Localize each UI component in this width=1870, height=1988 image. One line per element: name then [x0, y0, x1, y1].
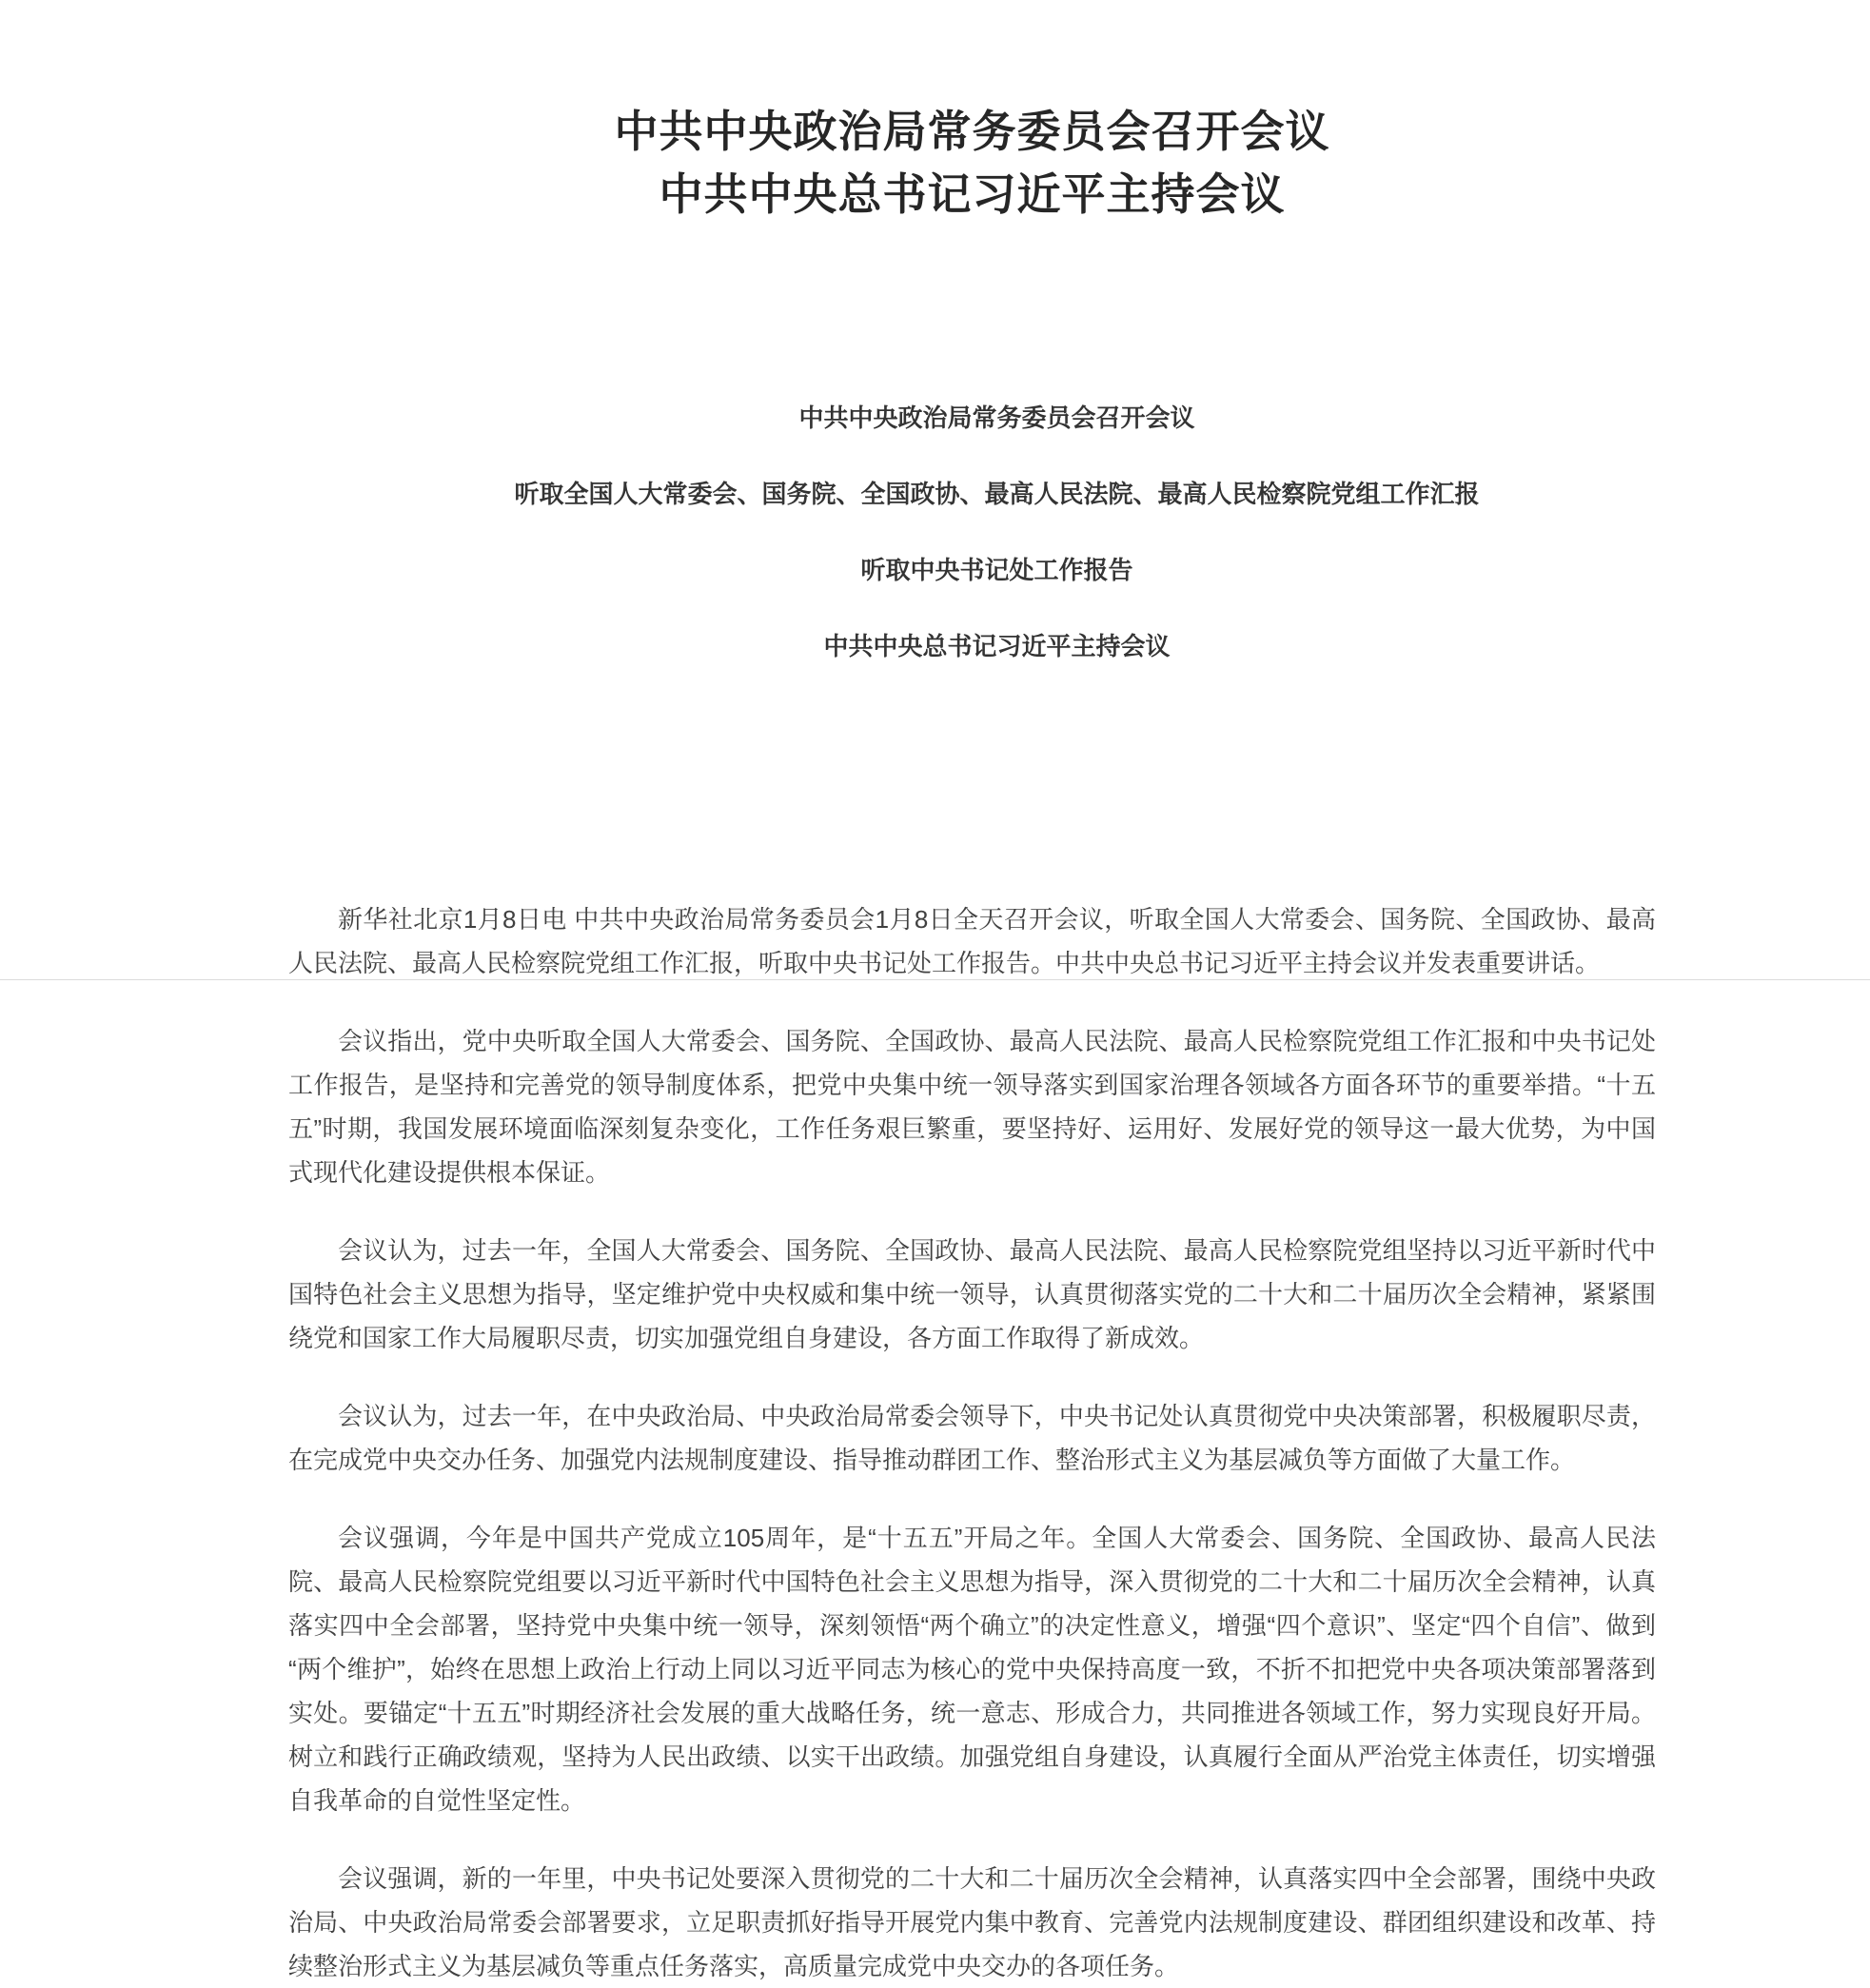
title-subhead-gap	[288, 255, 1656, 396]
subheading-3: 听取中央书记处工作报告	[860, 555, 1133, 584]
paragraph-1: 新华社北京1月8日电 中共中央政治局常务委员会1月8日全天召开会议，听取全国人大常委会、国务院、全国政协、最高人民法院、最高人民检察院党组工作汇报，听取中央书记处工作报告。中共中央总书记习近平主持会议并发表重要讲话。	[288, 904, 1656, 977]
paragraph-6: 会议强调，新的一年里，中央书记处要深入贯彻党的二十大和二十届历次全会精神，认真落实四中全会部署，围绕中央政治局、中央政治局常委会部署要求，立足职责抓好指导开展党内集中教育、完善党内法规制度建设、群团组织建设和改革、持续整治形式主义为基层减负等重点任务落实，高质量完成党中央交办的各项任务。	[288, 1863, 1656, 1980]
subheading-1: 中共中央政治局常务委员会召开会议	[798, 403, 1195, 432]
paragraph-2: 会议指出，党中央听取全国人大常委会、国务院、全国政协、最高人民法院、最高人民检察院党组工作汇报和中央书记处工作报告，是坚持和完善党的领导制度体系，把党中央集中统一领导落实到国家治理各领域各方面各环节的重要举措。“十五五”时期，我国发展环境面临深刻复杂变化，工作任务艰巨繁重，要坚持好、运用好、发展好党的领导这一最大优势，为中国式现代化建设提供根本保证。	[288, 1026, 1656, 1187]
paragraph-3: 会议认为，过去一年，全国人大常委会、国务院、全国政协、最高人民法院、最高人民检察院党组坚持以习近平新时代中国特色社会主义思想为指导，坚定维护党中央权威和集中统一领导，认真贯彻落实党的二十大和二十届历次全会精神，紧紧围绕党和国家工作大局履职尽责，切实加强党组自身建设，各方面工作取得了新成效。	[288, 1235, 1656, 1352]
page-title-line-2: 中共中央总书记习近平主持会议	[659, 168, 1286, 219]
subhead-body-gap	[288, 668, 1656, 863]
horizontal-divider-line	[0, 979, 1870, 980]
page-title	[288, 100, 1656, 226]
subheading-2: 听取全国人大常委会、国务院、全国政协、最高人民法院、最高人民检察院党组工作汇报	[514, 479, 1480, 508]
article-content	[288, 0, 1656, 1988]
paragraph-5: 会议强调，今年是中国共产党成立105周年，是“十五五”开局之年。全国人大常委会、国务院、全国政协、最高人民法院、最高人民检察院党组要以习近平新时代中国特色社会主义思想为指导，深入贯彻党的二十大和二十届历次全会精神，认真落实四中全会部署，坚持党中央集中统一领导，深刻领悟“两个确立”的决定性意义，增强“四个意识”、坚定“四个自信”、做到“两个维护”，始终在思想上政治上行动上同以习近平同志为核心的党中央保持高度一致，不折不扣把党中央各项决策部署落到实处。要锚定“十五五”时期经济社会发展的重大战略任务，统一意志、形成合力，共同推进各领域工作，努力实现良好开局。树立和践行正确政绩观，坚持为人民出政绩、以实干出政绩。加强党组自身建设，认真履行全面从严治党主体责任，切实增强自我革命的自觉性坚定性。	[288, 1523, 1656, 1815]
page-title-line-1: 中共中央政治局常务委员会召开会议	[614, 106, 1330, 156]
paragraph-4: 会议认为，过去一年，在中央政治局、中央政治局常委会领导下，中央书记处认真贯彻党中央决策部署，积极履职尽责，在完成党中央交办任务、加强党内法规制度建设、指导推动群团工作、整治形式主义为基层减负等方面做了大量工作。	[288, 1401, 1656, 1474]
subheading-4: 中共中央总书记习近平主持会议	[823, 631, 1171, 660]
